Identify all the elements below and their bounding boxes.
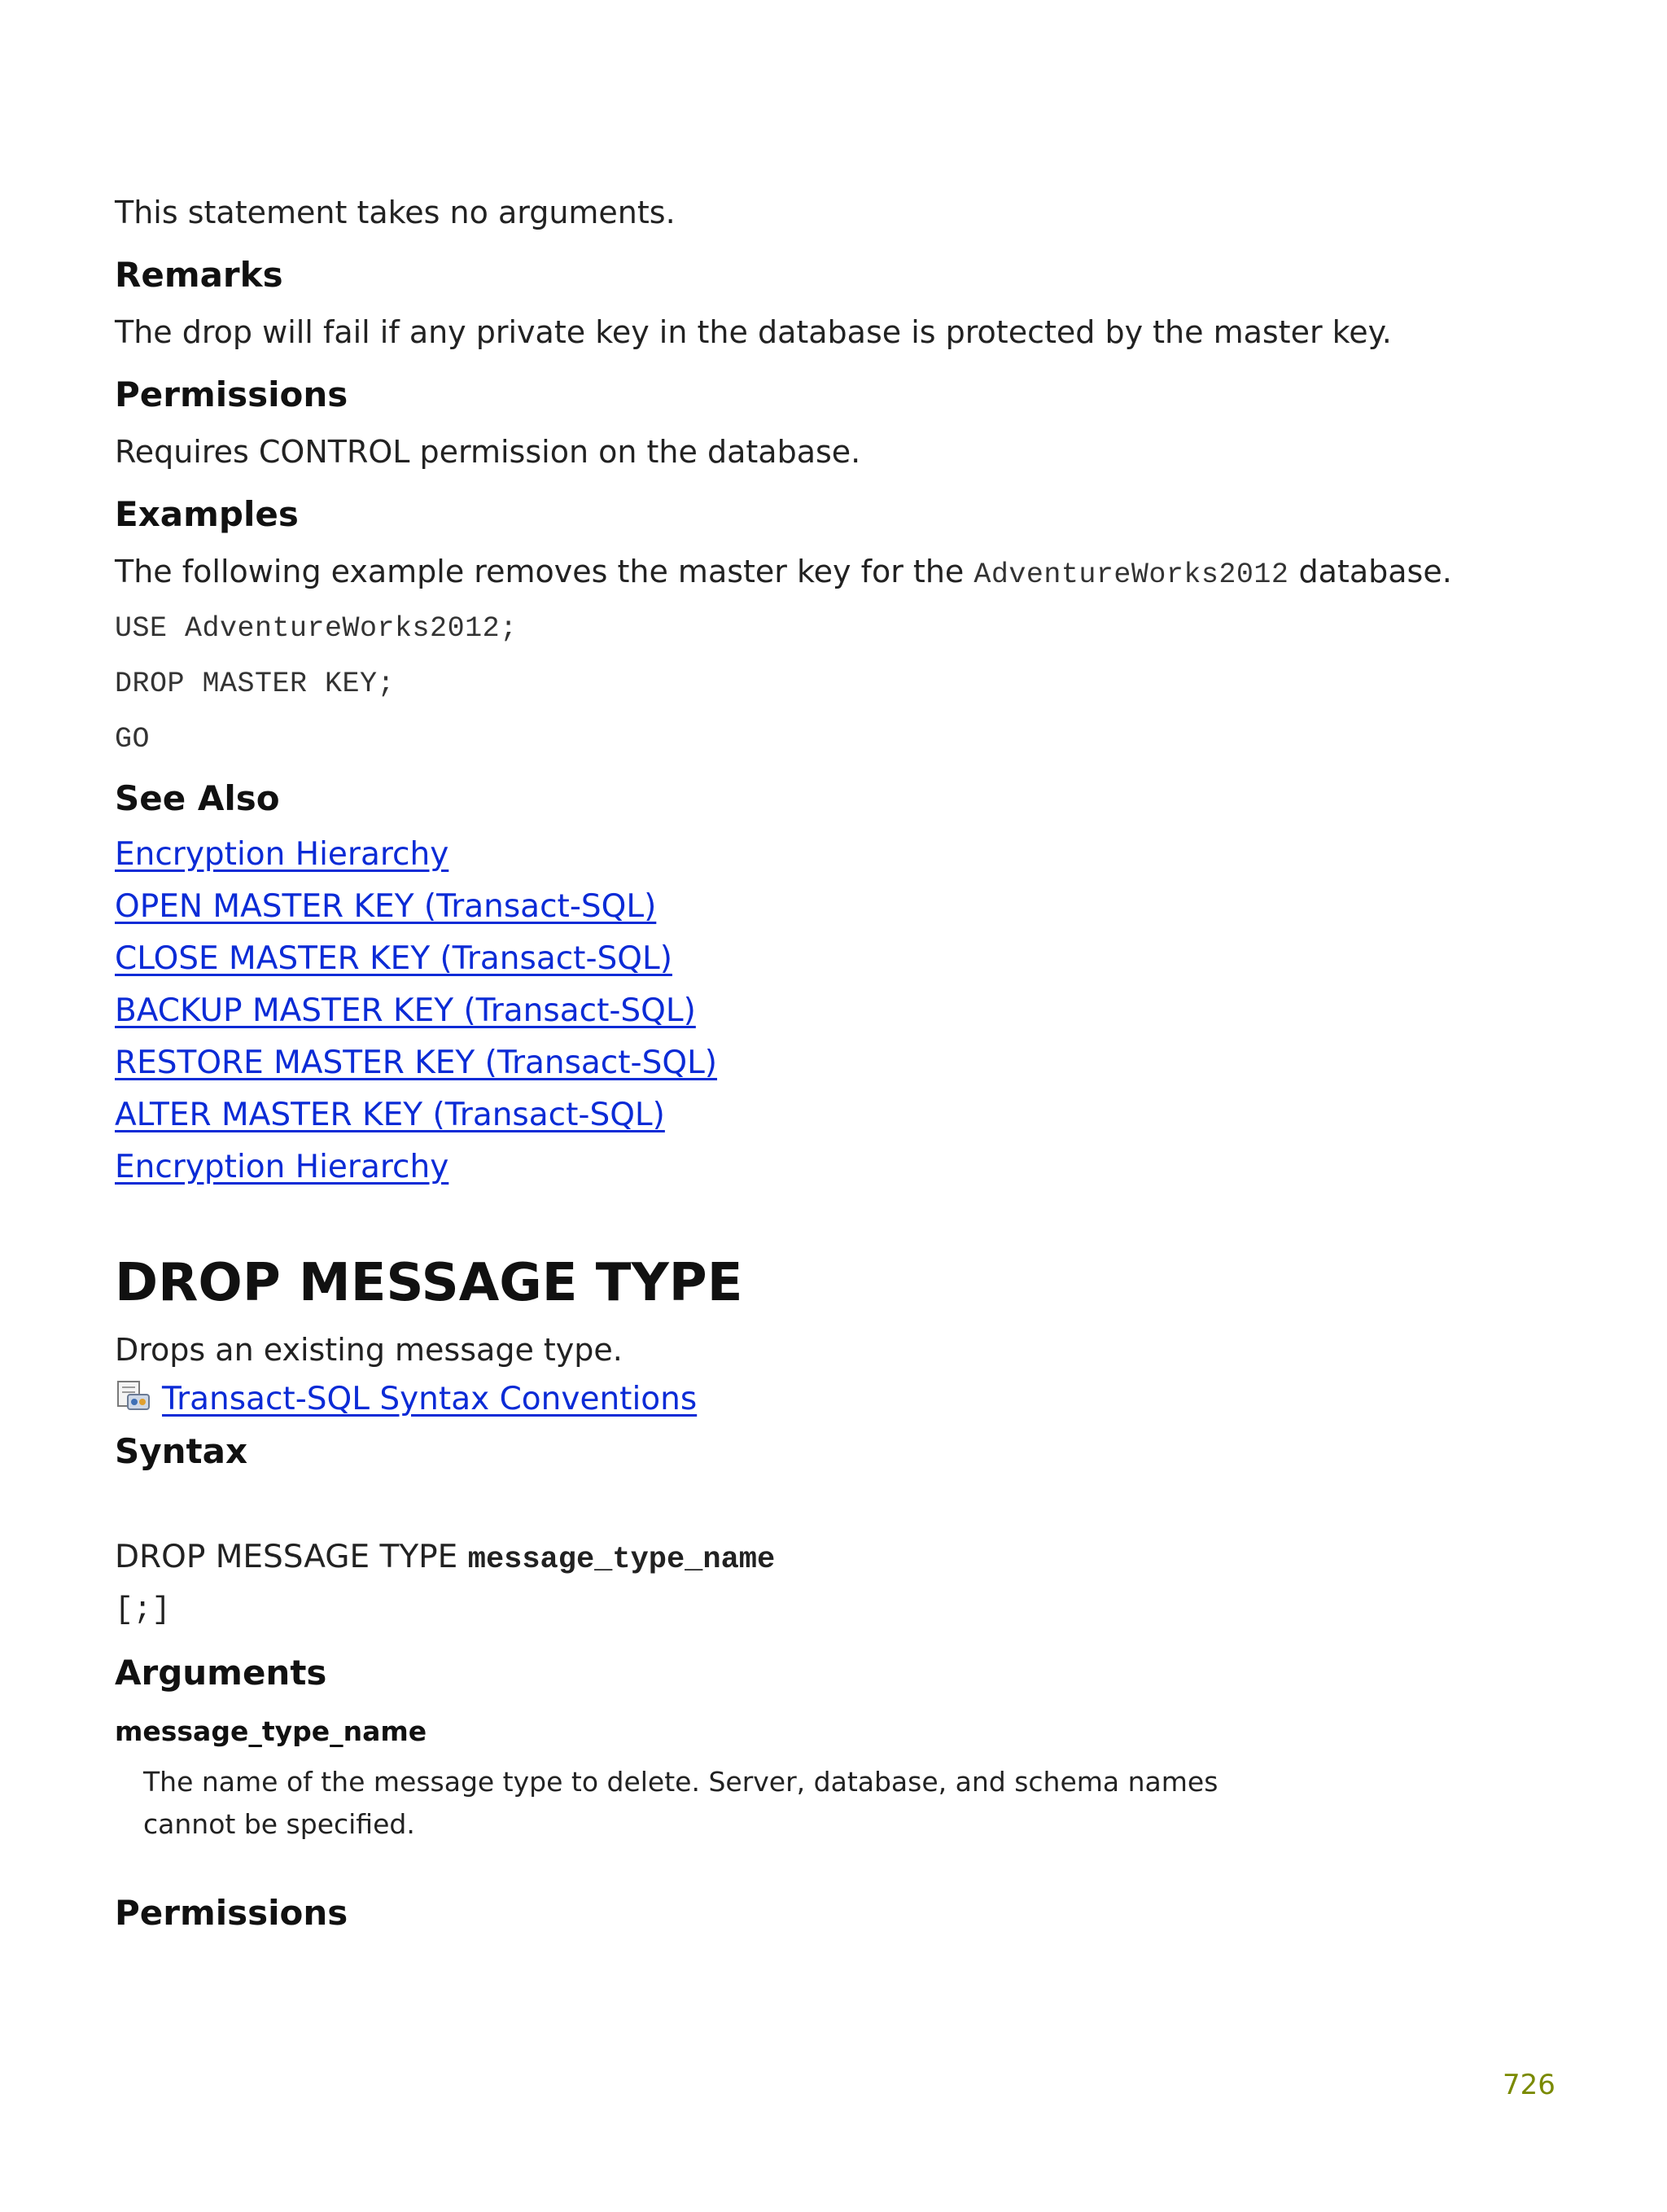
link-encryption-hierarchy-2[interactable]: Encryption Hierarchy [115,1149,449,1185]
page-number: 726 [1503,2069,1555,2101]
intro-paragraph: This statement takes no arguments. [115,195,676,230]
argument-term: message_type_name [115,1715,427,1747]
code-line: USE AdventureWorks2012; [115,612,518,645]
link-encryption-hierarchy[interactable]: Encryption Hierarchy [115,836,449,873]
syntax-statement [115,1537,775,1583]
permissions-text: Requires CONTROL permission on the database. [115,434,861,470]
code-line: GO [115,723,151,756]
database-name-code: AdventureWorks2012 [974,558,1289,591]
examples-text [115,552,1452,594]
link-close-master-key[interactable]: CLOSE MASTER KEY (Transact-SQL) [115,940,672,977]
conventions-row [115,1379,697,1420]
remarks-text: The drop will fail if any private key in the database is protected by the master key. [115,314,1392,350]
remarks-heading: Remarks [115,255,283,295]
link-backup-master-key[interactable]: BACKUP MASTER KEY (Transact-SQL) [115,992,696,1029]
description-text: Drops an existing message type. [115,1332,623,1368]
page-title: DROP MESSAGE TYPE [115,1253,743,1313]
arguments-heading: Arguments [115,1653,327,1693]
syntax-terminator: [;] [115,1592,171,1627]
syntax-parameter: message_type_name [467,1543,776,1577]
syntax-conventions-icon [115,1380,152,1413]
permissions-heading: Permissions [115,375,348,414]
permissions-heading-2: Permissions [115,1893,348,1933]
link-alter-master-key[interactable]: ALTER MASTER KEY (Transact-SQL) [115,1097,665,1133]
code-line: DROP MASTER KEY; [115,668,396,700]
see-also-heading: See Also [115,778,280,818]
syntax-heading: Syntax [115,1431,248,1471]
link-restore-master-key[interactable]: RESTORE MASTER KEY (Transact-SQL) [115,1045,718,1081]
syntax-keyword: DROP MESSAGE TYPE [115,1539,468,1575]
examples-text-after: database. [1289,554,1452,589]
link-open-master-key[interactable]: OPEN MASTER KEY (Transact-SQL) [115,888,657,925]
examples-heading: Examples [115,494,299,534]
link-syntax-conventions[interactable]: Transact-SQL Syntax Conventions [162,1381,698,1417]
argument-description: The name of the message type to delete. Server, database, and schema names cannot be specified. [143,1766,1219,1840]
examples-text-before: The following example removes the master key for the [115,554,974,589]
